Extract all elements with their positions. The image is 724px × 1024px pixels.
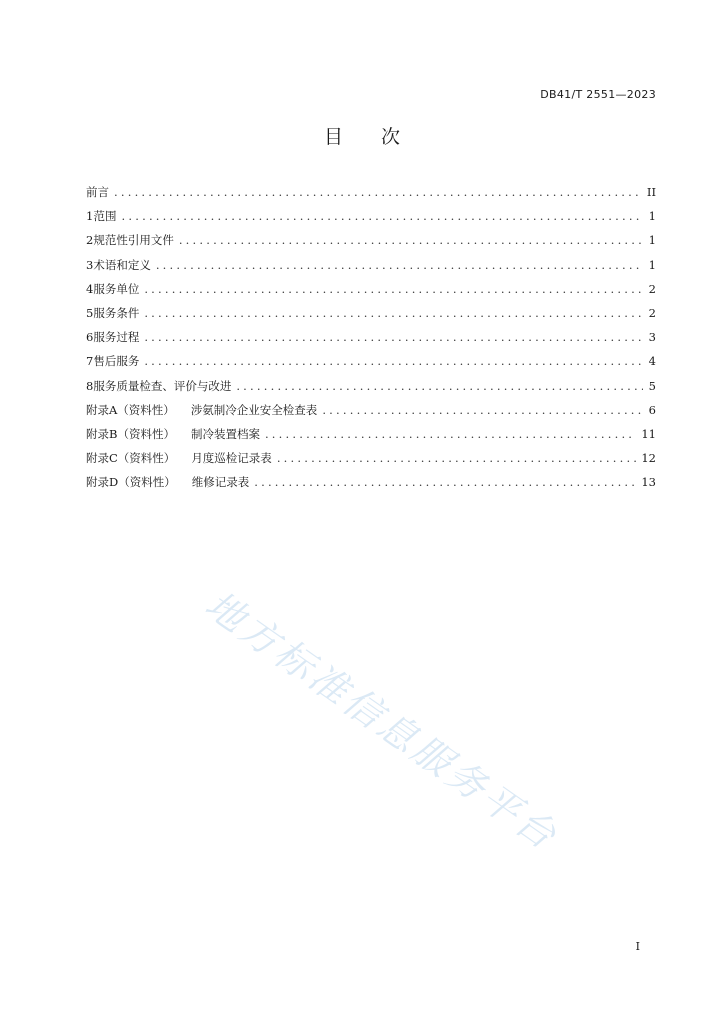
appendix-label: 附录A（资料性） <box>86 402 175 417</box>
page-title: 目次 <box>323 126 438 148</box>
toc-dot-leader <box>277 451 637 465</box>
toc-entry-number: 5 <box>86 305 94 320</box>
toc-entry-number: 6 <box>86 330 94 345</box>
toc-dot-leader <box>114 185 642 199</box>
toc-dot-leader <box>144 354 643 368</box>
toc-entry-number: 3 <box>86 257 94 272</box>
toc-entry-2[interactable] <box>86 232 656 256</box>
toc-entry-label: 规范性引用文件 <box>93 233 174 248</box>
toc-entry-page: 5 <box>648 378 656 393</box>
toc-entry-7[interactable] <box>86 353 656 377</box>
toc-entry-number: 8 <box>86 378 94 393</box>
appendix-title: 涉氨制冷企业安全检查表 <box>190 402 318 417</box>
table-of-contents <box>86 184 656 498</box>
toc-entry-page: 12 <box>641 451 656 466</box>
toc-entry-4[interactable] <box>86 281 656 305</box>
toc-dot-leader <box>236 379 643 393</box>
toc-entry-page: 1 <box>648 233 656 248</box>
toc-dot-leader <box>156 258 643 272</box>
toc-entry-page: 1 <box>648 209 656 224</box>
toc-entry-appendix-d[interactable] <box>86 474 656 498</box>
toc-entry-label <box>86 450 272 466</box>
toc-entry-page: 2 <box>648 281 656 296</box>
toc-entry-page: II <box>646 185 656 199</box>
toc-dot-leader <box>122 209 643 223</box>
toc-entry-label: 范围 <box>93 209 117 224</box>
toc-entry-page: 1 <box>648 257 656 272</box>
toc-entry-page: 6 <box>648 402 656 417</box>
toc-entry-label: 服务过程 <box>93 330 140 345</box>
toc-dot-leader <box>144 306 643 320</box>
toc-entry-number: 4 <box>86 281 94 296</box>
toc-entry-label: 术语和定义 <box>93 257 151 272</box>
appendix-title: 维修记录表 <box>191 475 250 490</box>
toc-entry-page: 2 <box>648 305 656 320</box>
toc-entry-page: 3 <box>648 330 656 345</box>
toc-entry-3[interactable] <box>86 257 656 281</box>
toc-entry-appendix-c[interactable] <box>86 450 656 474</box>
toc-entry-label: 前言 <box>86 185 109 199</box>
toc-entry-preface[interactable] <box>86 184 656 208</box>
toc-entry-label <box>86 402 317 418</box>
toc-entry-number: 7 <box>86 354 94 369</box>
toc-entry-label <box>86 474 249 490</box>
toc-entry-appendix-b[interactable] <box>86 426 656 450</box>
toc-entry-label: 售后服务 <box>93 354 140 369</box>
appendix-label: 附录C（资料性） <box>86 451 176 466</box>
toc-dot-leader <box>322 403 643 417</box>
page-number: I <box>635 940 640 953</box>
toc-entry-label: 服务单位 <box>93 281 140 296</box>
toc-dot-leader <box>179 233 643 247</box>
toc-entry-number: 2 <box>86 233 94 248</box>
appendix-label: 附录B（资料性） <box>86 426 175 441</box>
toc-entry-label <box>86 426 260 442</box>
toc-entry-5[interactable] <box>86 305 656 329</box>
toc-dot-leader <box>265 427 636 441</box>
toc-dot-leader <box>254 475 636 489</box>
toc-dot-leader <box>144 330 643 344</box>
appendix-title: 制冷装置档案 <box>190 426 260 441</box>
appendix-title: 月度巡检记录表 <box>191 451 272 466</box>
toc-entry-label: 服务质量检查、评价与改进 <box>93 378 232 393</box>
document-code: DB41/T 2551—2023 <box>540 88 656 101</box>
toc-entry-1[interactable] <box>86 208 656 232</box>
watermark: 地方标准信息服务平台 <box>197 582 567 860</box>
toc-entry-page: 11 <box>641 426 656 441</box>
toc-entry-page: 13 <box>641 475 656 490</box>
toc-entry-8[interactable] <box>86 378 656 402</box>
toc-entry-label: 服务条件 <box>93 305 140 320</box>
toc-dot-leader <box>144 282 643 296</box>
toc-entry-appendix-a[interactable] <box>86 402 656 426</box>
appendix-label: 附录D（资料性） <box>86 475 176 490</box>
toc-entry-6[interactable] <box>86 329 656 353</box>
toc-entry-page: 4 <box>648 354 656 369</box>
toc-entry-number: 1 <box>86 209 94 224</box>
